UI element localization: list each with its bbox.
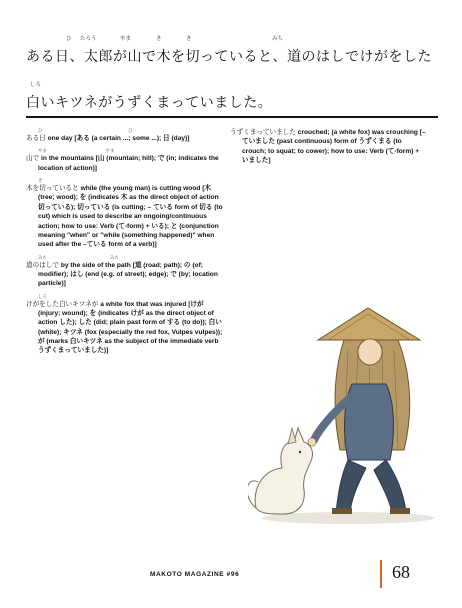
glossary-column-left: [26, 128, 226, 361]
page-number-accent-bar: [380, 560, 382, 588]
story-line-2: 白いキツネがうずくまっていました。: [26, 95, 273, 111]
glossary-entry: [230, 128, 426, 165]
header-divider: [26, 116, 438, 118]
glossary-text: [230, 128, 426, 165]
page-number: 68: [392, 562, 410, 582]
glossary-term: 道のはしで: [26, 261, 59, 269]
glossary-definition: crouched; (a white fox) was crouching: [297, 129, 418, 136]
glossary-furigana: ひ ひ: [38, 128, 133, 133]
glossary-breakdown: [山 (mountain; hill); で (in; indicates the location of action)]: [38, 155, 219, 172]
furigana-reading: たろう: [80, 36, 97, 42]
glossary-entry: [26, 128, 226, 143]
white-fox-figure: [248, 428, 313, 514]
glossary-entry: [26, 148, 226, 173]
furigana-reading: やま: [120, 36, 132, 42]
glossary-breakdown: [木 (tree; wood); を (indicates 木 as the direct object of action 切っている); 切っている (is cutting; – ている form of 切る (to cut) which is used to describe an ongoing/continuous action; how to use: Verb (て-form) + いる); と (conjunction meaning "when" or "while (something happened)" when used after the –ている form of a verb)]: [38, 185, 223, 249]
furigana-reading: みち: [272, 36, 284, 42]
glossary-text: [26, 154, 226, 173]
glossary-term: うずくまっていました: [230, 129, 296, 136]
glossary-definition: a white fox that was injured: [100, 300, 187, 308]
glossary-definition: while (the young man) is cutting wood: [80, 185, 201, 193]
furigana-reading: ひ: [66, 36, 72, 42]
glossary-term: 山で: [26, 155, 40, 163]
story-line-1: ある日、太郎が山で木を切っていると、道のはしでけがをした: [26, 49, 432, 65]
glossary-definition: by the side of the path: [60, 261, 131, 269]
furigana-reading: しろ: [30, 82, 42, 88]
glossary-term: 木を切っていると: [26, 185, 79, 193]
glossary-definition: in the mountains: [41, 155, 94, 163]
glossary-entry: [26, 255, 226, 289]
glossary-breakdown: [–ていました (past continuous) form of うずくまる (to crouch; to squat; to cower); how to use: Verb (て-form) + いました]: [242, 129, 426, 165]
glossary-term: ある日: [26, 135, 46, 142]
glossary-text: [26, 300, 226, 356]
glossary-furigana: しろ: [38, 293, 47, 299]
furigana-reading: き: [186, 36, 192, 42]
glossary-column-right: [230, 128, 426, 170]
glossary-text: [26, 261, 226, 289]
glossary-text: [26, 134, 226, 143]
glossary-entry: [26, 178, 226, 250]
furigana-reading: き: [156, 36, 162, 42]
straw-hat-figure: [318, 308, 420, 340]
glossary-breakdown: [道 (road; path); の (of; modifier); はし (end (e.g. of street); edge); で (by; location particle)]: [38, 261, 218, 288]
glossary-term: けがをした白いキツネが: [26, 300, 99, 308]
magazine-title: MAKOTO MAGAZINE #96: [150, 571, 240, 578]
glossary-furigana: みち みち: [38, 254, 119, 260]
glossary-breakdown: [けが (injury; wound); を (indicates けが as the direct object of action した); した (did; plain past form of する (to do)); 白い (white); キツネ (fox (especially the red fox, Vulpes vulpes)); が (marks 白いキツネ as the subject of the immediate verb うずくまっていました)]: [38, 300, 223, 355]
glossary-furigana: き: [38, 178, 43, 184]
glossary-definition: one day: [47, 135, 73, 142]
glossary-entry: [26, 294, 226, 356]
man-and-fox-illustration: [248, 300, 440, 530]
glossary-text: [26, 184, 226, 250]
glossary-furigana: やま やま: [38, 148, 115, 154]
glossary-breakdown: [ある (a certain ...; some ...); 日 (day)]: [74, 135, 190, 142]
